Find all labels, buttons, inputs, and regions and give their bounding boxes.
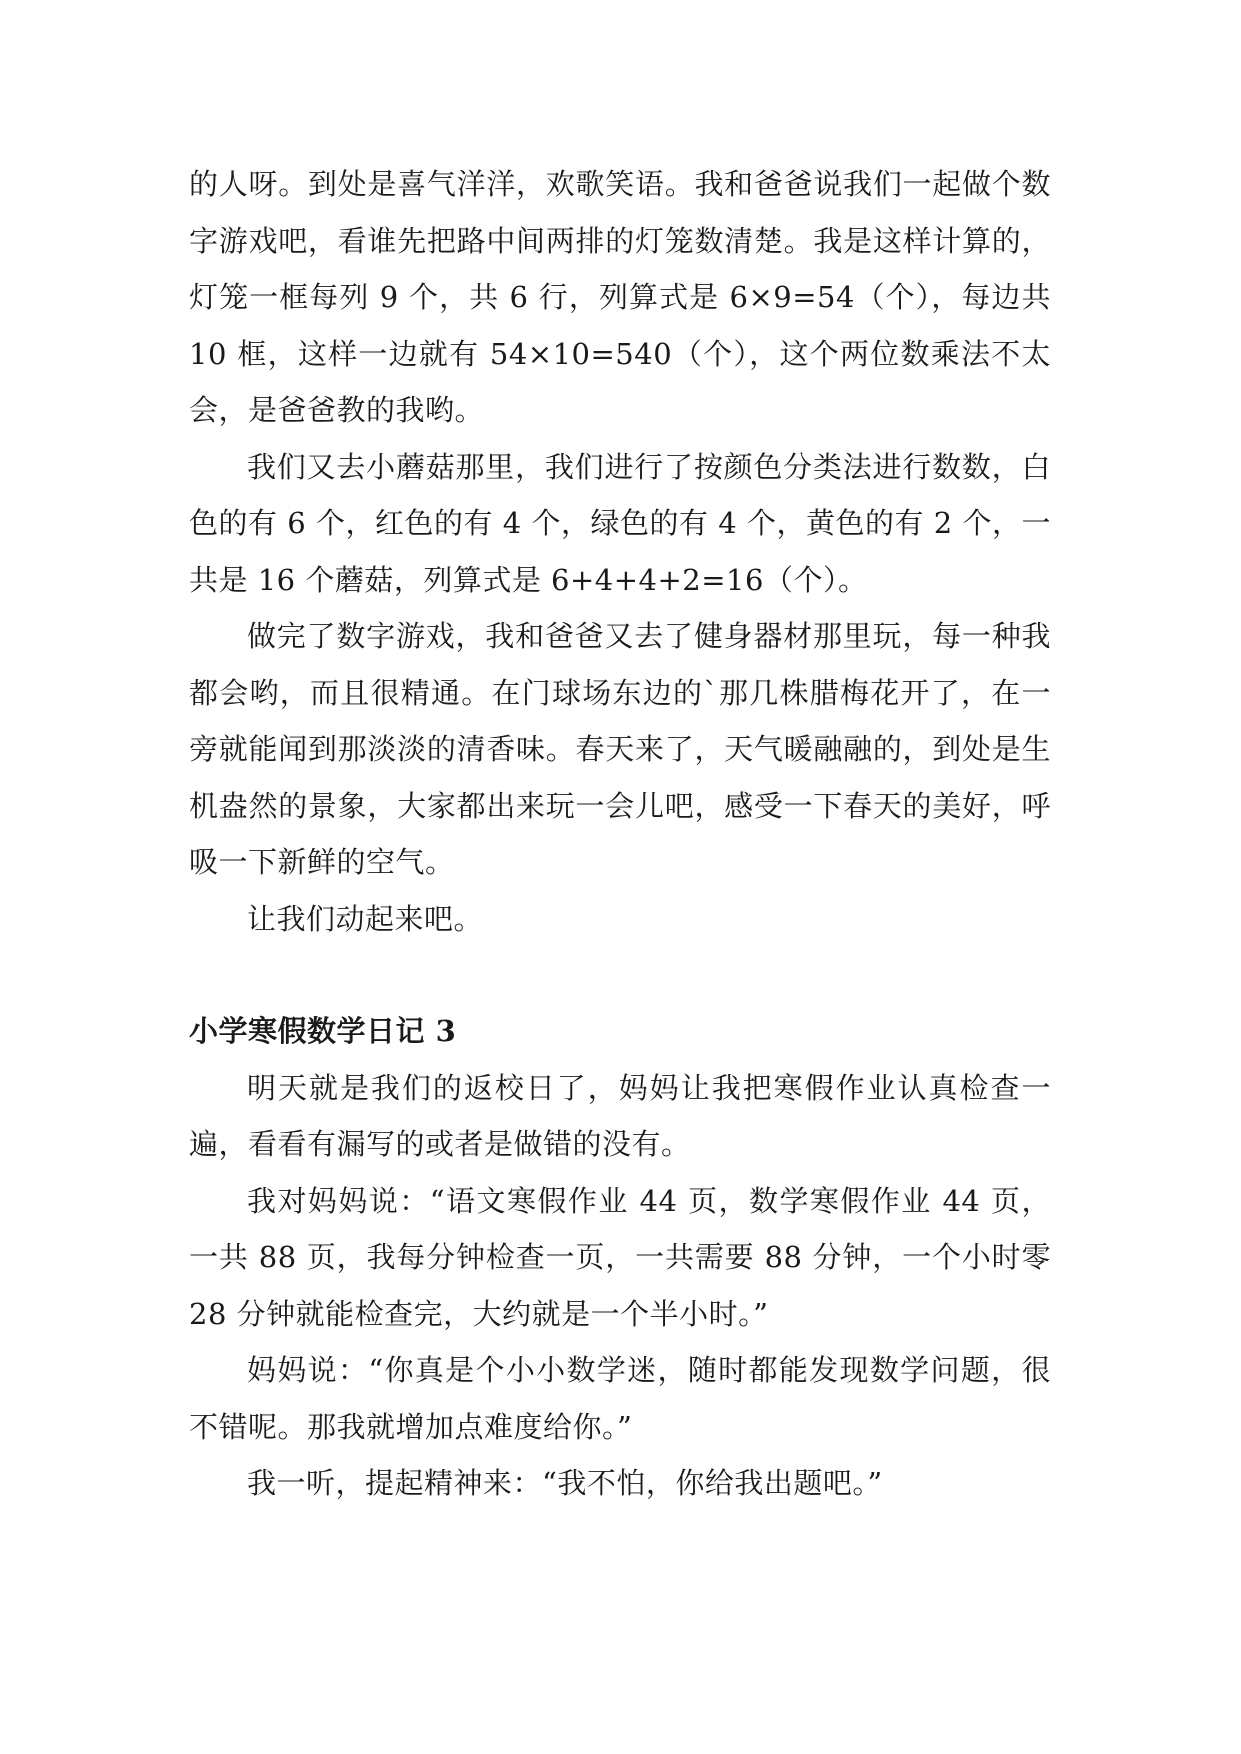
paragraph-mom-reply: 妈妈说：“你真是个小小数学迷，随时都能发现数学问题，很不错呢。那我就增加点难度给你。” <box>189 1353 1051 1444</box>
paragraph-fitness: 做完了数字游戏，我和爸爸又去了健身器材那里玩，每一种我都会哟，而且很精通。在门球场东边的`那几株腊梅花开了，在一旁就能闻到那淡淡的清香味。春天来了，天气暖融融的，到处是生机盎然的景象，大家都出来玩一会儿吧，感受一下春天的美好，呼吸一下新鲜的空气。 <box>189 619 1051 879</box>
paragraph-return-day: 明天就是我们的返校日了，妈妈让我把寒假作业认真检查一遍，看看有漏写的或者是做错的没有。 <box>189 1070 1051 1161</box>
paragraph-closing: 让我们动起来吧。 <box>247 901 484 936</box>
paragraph-lanterns: 的人呀。到处是喜气洋洋，欢歌笑语。我和爸爸说我们一起做个数字游戏吧，看谁先把路中间两排的灯笼数清楚。我是这样计算的，灯笼一框每列 9 个，共 6 行，列算式是 6×9=54（个），每边共 10 框，这样一边就有 54×10=540（个），这个两位数乘法不太会，是爸爸教的我哟。 <box>189 167 1051 427</box>
document-page <box>189 156 1051 1512</box>
paragraph-homework-count: 我对妈妈说：“语文寒假作业 44 页，数学寒假作业 44 页，一共 88 页，我每分钟检查一页，一共需要 88 分钟，一个小时零 28 分钟就能检查完，大约就是一个半小时。” <box>189 1183 1051 1331</box>
diary-title: 小学寒假数学日记 3 <box>189 1014 457 1048</box>
paragraph-mushrooms: 我们又去小蘑菇那里，我们进行了按颜色分类法进行数数，白色的有 6 个，红色的有 4 个，绿色的有 4 个，黄色的有 2 个，一共是 16 个蘑菇，列算式是 6+4+4+2=16（个）。 <box>189 449 1051 597</box>
paragraph-ready: 我一听，提起精神来：“我不怕，你给我出题吧。” <box>247 1466 883 1500</box>
